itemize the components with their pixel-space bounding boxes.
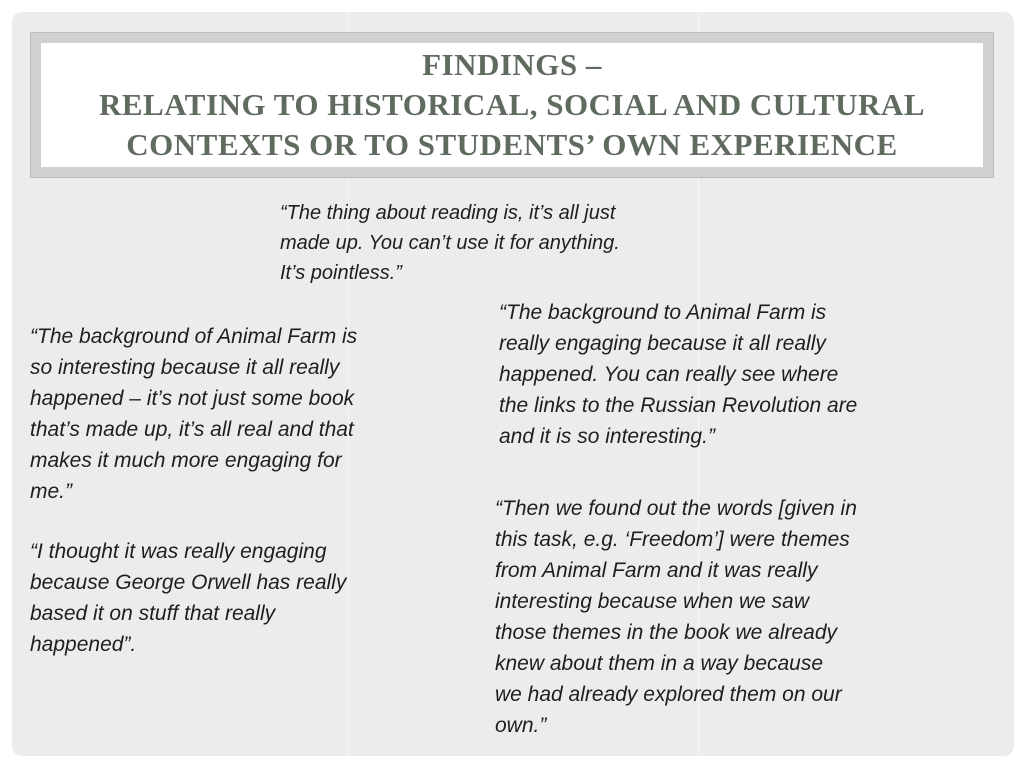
quote-line: happened. You can really see where (499, 363, 839, 386)
slide-title (99, 45, 925, 165)
quote-line: happened”. (30, 633, 137, 656)
quote-line: so interesting because it all really (30, 356, 340, 379)
quote-line: happened – it’s not just some book (30, 387, 355, 410)
quote-line: from Animal Farm and it was really (495, 559, 818, 582)
quote-line: and it is so interesting.” (499, 425, 715, 448)
title-line: FINDINGS – (422, 47, 602, 82)
quote-left-1 (30, 321, 490, 507)
quote-line: those themes in the book we already (495, 621, 838, 644)
quote-line: we had already explored them on our (495, 683, 842, 706)
quote-right-1 (499, 297, 974, 452)
title-line: RELATING TO HISTORICAL, SOCIAL AND CULTURAL (98, 87, 926, 122)
title-frame (30, 32, 994, 178)
quote-line: me.” (30, 480, 72, 503)
quote-line: really engaging because it all really (499, 332, 826, 355)
quote-line: this task, e.g. ‘Freedom’] were themes (495, 528, 850, 551)
quote-line: “I thought it was really engaging (30, 540, 327, 563)
quote-line: “The background to Animal Farm is (499, 301, 827, 324)
quote-line: made up. You can’t use it for anything. (280, 232, 620, 254)
quote-line: “The thing about reading is, it’s all just (280, 202, 616, 224)
quote-left-2 (30, 536, 490, 660)
quote-right-2 (495, 493, 980, 741)
title-box (41, 43, 983, 167)
title-line: CONTEXTS OR TO STUDENTS’ OWN EXPERIENCE (126, 127, 898, 162)
quote-line: knew about them in a way because (495, 652, 824, 675)
quote-top (280, 198, 780, 288)
quote-line: because George Orwell has really (30, 571, 347, 594)
quote-line: that’s made up, it’s all real and that (30, 418, 354, 441)
quote-line: makes it much more engaging for (30, 449, 342, 472)
quote-line: “Then we found out the words [given in (495, 497, 857, 520)
quote-line: “The background of Animal Farm is (30, 325, 358, 348)
quote-line: own.” (495, 714, 547, 737)
slide (12, 12, 1014, 756)
quote-line: interesting because when we saw (495, 590, 810, 613)
quote-line: the links to the Russian Revolution are (499, 394, 858, 417)
quote-line: based it on stuff that really (30, 602, 276, 625)
quote-line: It’s pointless.” (280, 262, 402, 284)
